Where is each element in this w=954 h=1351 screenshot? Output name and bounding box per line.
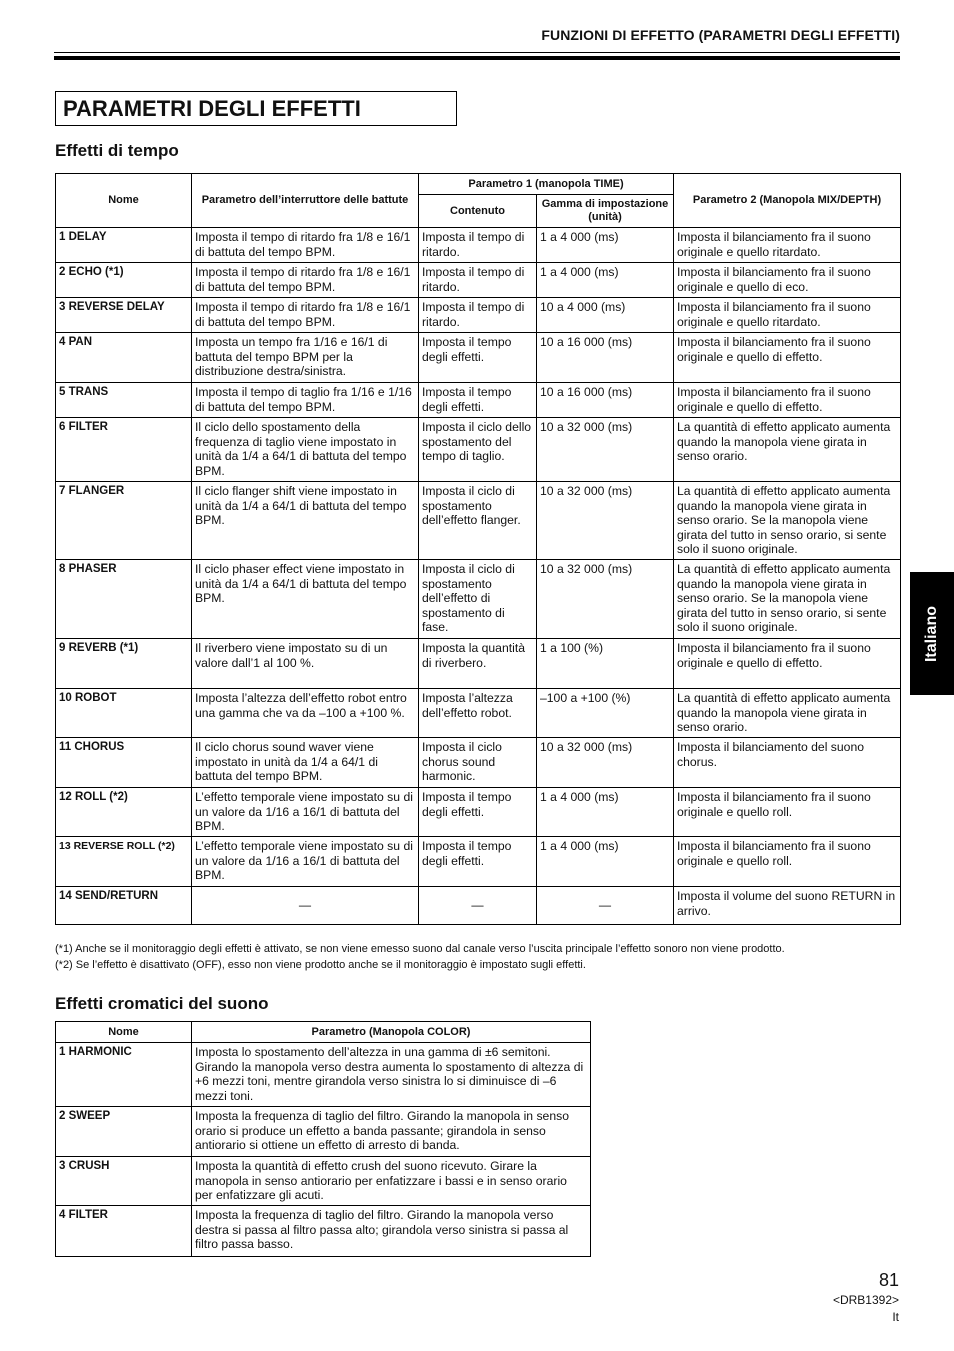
table-row <box>56 263 901 298</box>
table-row <box>56 482 901 560</box>
table-row <box>56 298 901 333</box>
effect-batt: Imposta l’altezza dell’effetto robot entro una gamma che va da –100 a +100 %. <box>192 689 419 738</box>
effect-param2: La quantità di effetto applicato aumenta quando la manopola viene girata in senso orario. <box>674 418 901 482</box>
effect-param2: Imposta il bilanciamento fra il suono originale e quello di effetto. <box>674 333 901 383</box>
effect-batt: L’effetto temporale viene impostato su di un valore da 1/16 a 16/1 di battuta del BPM. <box>192 837 419 887</box>
effect-batt: Imposta il tempo di taglio fra 1/16 e 1/16 di battuta del tempo BPM. <box>192 383 419 418</box>
effect-param2: Imposta il bilanciamento fra il suono originale e quello roll. <box>674 837 901 887</box>
effect-contenuto: Imposta il tempo di ritardo. <box>419 263 537 298</box>
effect-name: 10 ROBOT <box>56 689 192 738</box>
table-row <box>56 738 901 788</box>
effect-batt: Il riverbero viene impostato su di un valore dall’1 al 100 %. <box>192 639 419 689</box>
effect-param2: La quantità di effetto applicato aumenta quando la manopola viene girata in senso orario. Se la manopola viene girata del tutto in senso orario, si sente solo il suono originale. <box>674 482 901 560</box>
effect-contenuto: Imposta il tempo di ritardo. <box>419 228 537 263</box>
table-row <box>56 1043 591 1107</box>
col-header-contenuto: Contenuto <box>419 195 537 228</box>
effect-gamma: 10 a 32 000 (ms) <box>537 560 674 639</box>
effect-contenuto: Imposta il ciclo chorus sound harmonic. <box>419 738 537 788</box>
effect-param2: Imposta il bilanciamento fra il suono originale e quello di effetto. <box>674 639 901 689</box>
effect-contenuto: Imposta il tempo degli effetti. <box>419 333 537 383</box>
color-effect-name: 4 FILTER <box>56 1206 192 1257</box>
effect-name: 3 REVERSE DELAY <box>56 298 192 333</box>
color-effect-name: 2 SWEEP <box>56 1107 192 1157</box>
effect-batt: — <box>192 887 419 925</box>
running-header: FUNZIONI DI EFFETTO (PARAMETRI DEGLI EFFETTI) <box>541 27 900 43</box>
effect-param2: Imposta il bilanciamento fra il suono originale e quello ritardato. <box>674 298 901 333</box>
col-header-param-batt: Parametro dell’interruttore delle battute <box>192 174 419 228</box>
effect-gamma: 1 a 100 (%) <box>537 639 674 689</box>
effect-batt: Il ciclo flanger shift viene impostato in unità da 1/4 a 64/1 di battuta del tempo BPM. <box>192 482 419 560</box>
page-number: 81 <box>878 1270 899 1290</box>
effect-batt: L’effetto temporale viene impostato su di un valore da 1/16 a 16/1 di battuta del BPM. <box>192 788 419 837</box>
effect-param2: La quantità di effetto applicato aumenta quando la manopola viene girata in senso orario. <box>674 689 901 738</box>
effect-name: 12 ROLL (*2) <box>56 788 192 837</box>
effect-name: 4 PAN <box>56 333 192 383</box>
header-rule-thick <box>54 56 900 60</box>
effect-name: 8 PHASER <box>56 560 192 639</box>
effect-gamma: 10 a 4 000 (ms) <box>537 298 674 333</box>
effect-batt: Imposta il tempo di ritardo fra 1/8 e 16/1 di battuta del tempo BPM. <box>192 263 419 298</box>
effect-gamma: –100 a +100 (%) <box>537 689 674 738</box>
effect-name: 6 FILTER <box>56 418 192 482</box>
table-row <box>56 418 901 482</box>
effect-param2: Imposta il bilanciamento fra il suono originale e quello roll. <box>674 788 901 837</box>
col-header-nome: Nome <box>56 174 192 228</box>
effect-batt: Il ciclo chorus sound waver viene impostato in unità da 1/4 a 64/1 di battuta del tempo BPM. <box>192 738 419 788</box>
effect-contenuto: Imposta l’altezza dell’effetto robot. <box>419 689 537 738</box>
color-effect-name: 1 HARMONIC <box>56 1043 192 1107</box>
effect-gamma: 10 a 32 000 (ms) <box>537 482 674 560</box>
footnote: (*2) Se l’effetto è disattivato (OFF), esso non viene prodotto anche se il monitoraggio è impostato sugli effetti. <box>55 959 586 971</box>
effect-gamma: 10 a 32 000 (ms) <box>537 418 674 482</box>
section-title: PARAMETRI DEGLI EFFETTI <box>55 91 457 126</box>
effect-param2: Imposta il volume del suono RETURN in arrivo. <box>674 887 901 925</box>
col-header-nome: Nome <box>56 1022 192 1043</box>
effect-name: 9 REVERB (*1) <box>56 639 192 689</box>
effect-name: 14 SEND/RETURN <box>56 887 192 925</box>
table-row <box>56 228 901 263</box>
effect-gamma: 1 a 4 000 (ms) <box>537 228 674 263</box>
col-header-param1: Parametro 1 (manopola TIME) <box>419 174 674 195</box>
effect-param2: Imposta il bilanciamento fra il suono originale e quello di eco. <box>674 263 901 298</box>
table-row <box>56 788 901 837</box>
color-effect-param: Imposta lo spostamento dell’altezza in una gamma di ±6 semitoni. Girando la manopola verso destra aumenta lo spostamento di altezza di +6 mezzi toni, mentre girandola verso sinistra lo si diminuisce di –6 mezzi toni. <box>192 1043 591 1107</box>
tempo-heading: Effetti di tempo <box>55 141 179 160</box>
effect-batt: Imposta il tempo di ritardo fra 1/8 e 16/1 di battuta del tempo BPM. <box>192 228 419 263</box>
effect-contenuto: Imposta il tempo degli effetti. <box>419 837 537 887</box>
col-header-param2: Parametro 2 (Manopola MIX/DEPTH) <box>674 174 901 228</box>
color-effect-name: 3 CRUSH <box>56 1157 192 1206</box>
footnotes <box>55 941 915 973</box>
effect-contenuto: Imposta il ciclo dello spostamento del tempo di taglio. <box>419 418 537 482</box>
col-header-param-color: Parametro (Manopola COLOR) <box>192 1022 591 1043</box>
table-row <box>56 560 901 639</box>
color-effect-param: Imposta la quantità di effetto crush del suono ricevuto. Girare la manopola in senso antiorario per enfatizzare i bassi e in senso orario per enfatizzare gli acuti. <box>192 1157 591 1206</box>
effect-name: 5 TRANS <box>56 383 192 418</box>
effect-contenuto: Imposta il ciclo di spostamento dell’effetto flanger. <box>419 482 537 560</box>
language-code: It <box>892 1310 899 1324</box>
effect-gamma: 1 a 4 000 (ms) <box>537 263 674 298</box>
footnote: (*1) Anche se il monitoraggio degli effetti è attivato, se non viene emesso suono dal canale verso l’uscita principale l’effetto sonoro non viene prodotto. <box>55 943 785 955</box>
effect-param2: Imposta il bilanciamento del suono chorus. <box>674 738 901 788</box>
effect-name: 13 REVERSE ROLL (*2) <box>56 837 192 887</box>
effect-param2: Imposta il bilanciamento fra il suono originale e quello di effetto. <box>674 383 901 418</box>
effect-gamma: 10 a 16 000 (ms) <box>537 333 674 383</box>
effect-gamma: 10 a 32 000 (ms) <box>537 738 674 788</box>
document-code: <DRB1392> <box>832 1293 899 1307</box>
table-row <box>56 639 901 689</box>
color-effect-param: Imposta la frequenza di taglio del filtro. Girando la manopola in senso orario si produce un effetto a banda passante; girandola in senso antiorario si ottiene un effetto di arresto di banda. <box>192 1107 591 1157</box>
color-heading: Effetti cromatici del suono <box>55 994 269 1013</box>
color-effect-param: Imposta la frequenza di taglio del filtro. Girando la manopola verso destra si passa al filtro passa alto; girandola verso sinistra si passa al filtro passa basso. <box>192 1206 591 1257</box>
effect-gamma: 1 a 4 000 (ms) <box>537 788 674 837</box>
effect-contenuto: — <box>419 887 537 925</box>
table-row <box>56 887 901 925</box>
header-rule-thin <box>54 52 900 53</box>
effect-param2: La quantità di effetto applicato aumenta quando la manopola viene girata in senso orario. Se la manopola viene girata del tutto in senso orario, si sente solo il suono originale. <box>674 560 901 639</box>
table-row <box>56 333 901 383</box>
table-row <box>56 689 901 738</box>
table-row <box>56 1206 591 1257</box>
effect-batt: Imposta un tempo fra 1/16 e 16/1 di battuta del tempo BPM per la distribuzione destra/sinistra. <box>192 333 419 383</box>
effect-name: 11 CHORUS <box>56 738 192 788</box>
table-row <box>56 837 901 887</box>
effect-gamma: 10 a 16 000 (ms) <box>537 383 674 418</box>
effect-contenuto: Imposta la quantità di riverbero. <box>419 639 537 689</box>
effect-batt: Il ciclo dello spostamento della frequenza di taglio viene impostato in unità da 1/4 a 64/1 di battuta del tempo BPM. <box>192 418 419 482</box>
effect-gamma: — <box>537 887 674 925</box>
effect-batt: Imposta il tempo di ritardo fra 1/8 e 16/1 di battuta del tempo BPM. <box>192 298 419 333</box>
effect-param2: Imposta il bilanciamento fra il suono originale e quello ritardato. <box>674 228 901 263</box>
effect-contenuto: Imposta il tempo degli effetti. <box>419 383 537 418</box>
effect-contenuto: Imposta il ciclo di spostamento dell’effetto di spostamento di fase. <box>419 560 537 639</box>
table-row <box>56 1157 591 1206</box>
effect-gamma: 1 a 4 000 (ms) <box>537 837 674 887</box>
col-header-gamma: Gamma di impostazione (unità) <box>537 195 674 228</box>
effect-contenuto: Imposta il tempo di ritardo. <box>419 298 537 333</box>
effect-name: 7 FLANGER <box>56 482 192 560</box>
effect-contenuto: Imposta il tempo degli effetti. <box>419 788 537 837</box>
table-row <box>56 383 901 418</box>
tempo-effects-table <box>55 173 901 925</box>
effect-batt: Il ciclo phaser effect viene impostato in unità da 1/4 a 64/1 di battuta del tempo BPM. <box>192 560 419 639</box>
effect-name: 1 DELAY <box>56 228 192 263</box>
language-tab <box>910 572 954 695</box>
table-row <box>56 1107 591 1157</box>
color-effects-table <box>55 1021 591 1257</box>
language-tab-label: Italiano <box>923 605 940 662</box>
effect-name: 2 ECHO (*1) <box>56 263 192 298</box>
